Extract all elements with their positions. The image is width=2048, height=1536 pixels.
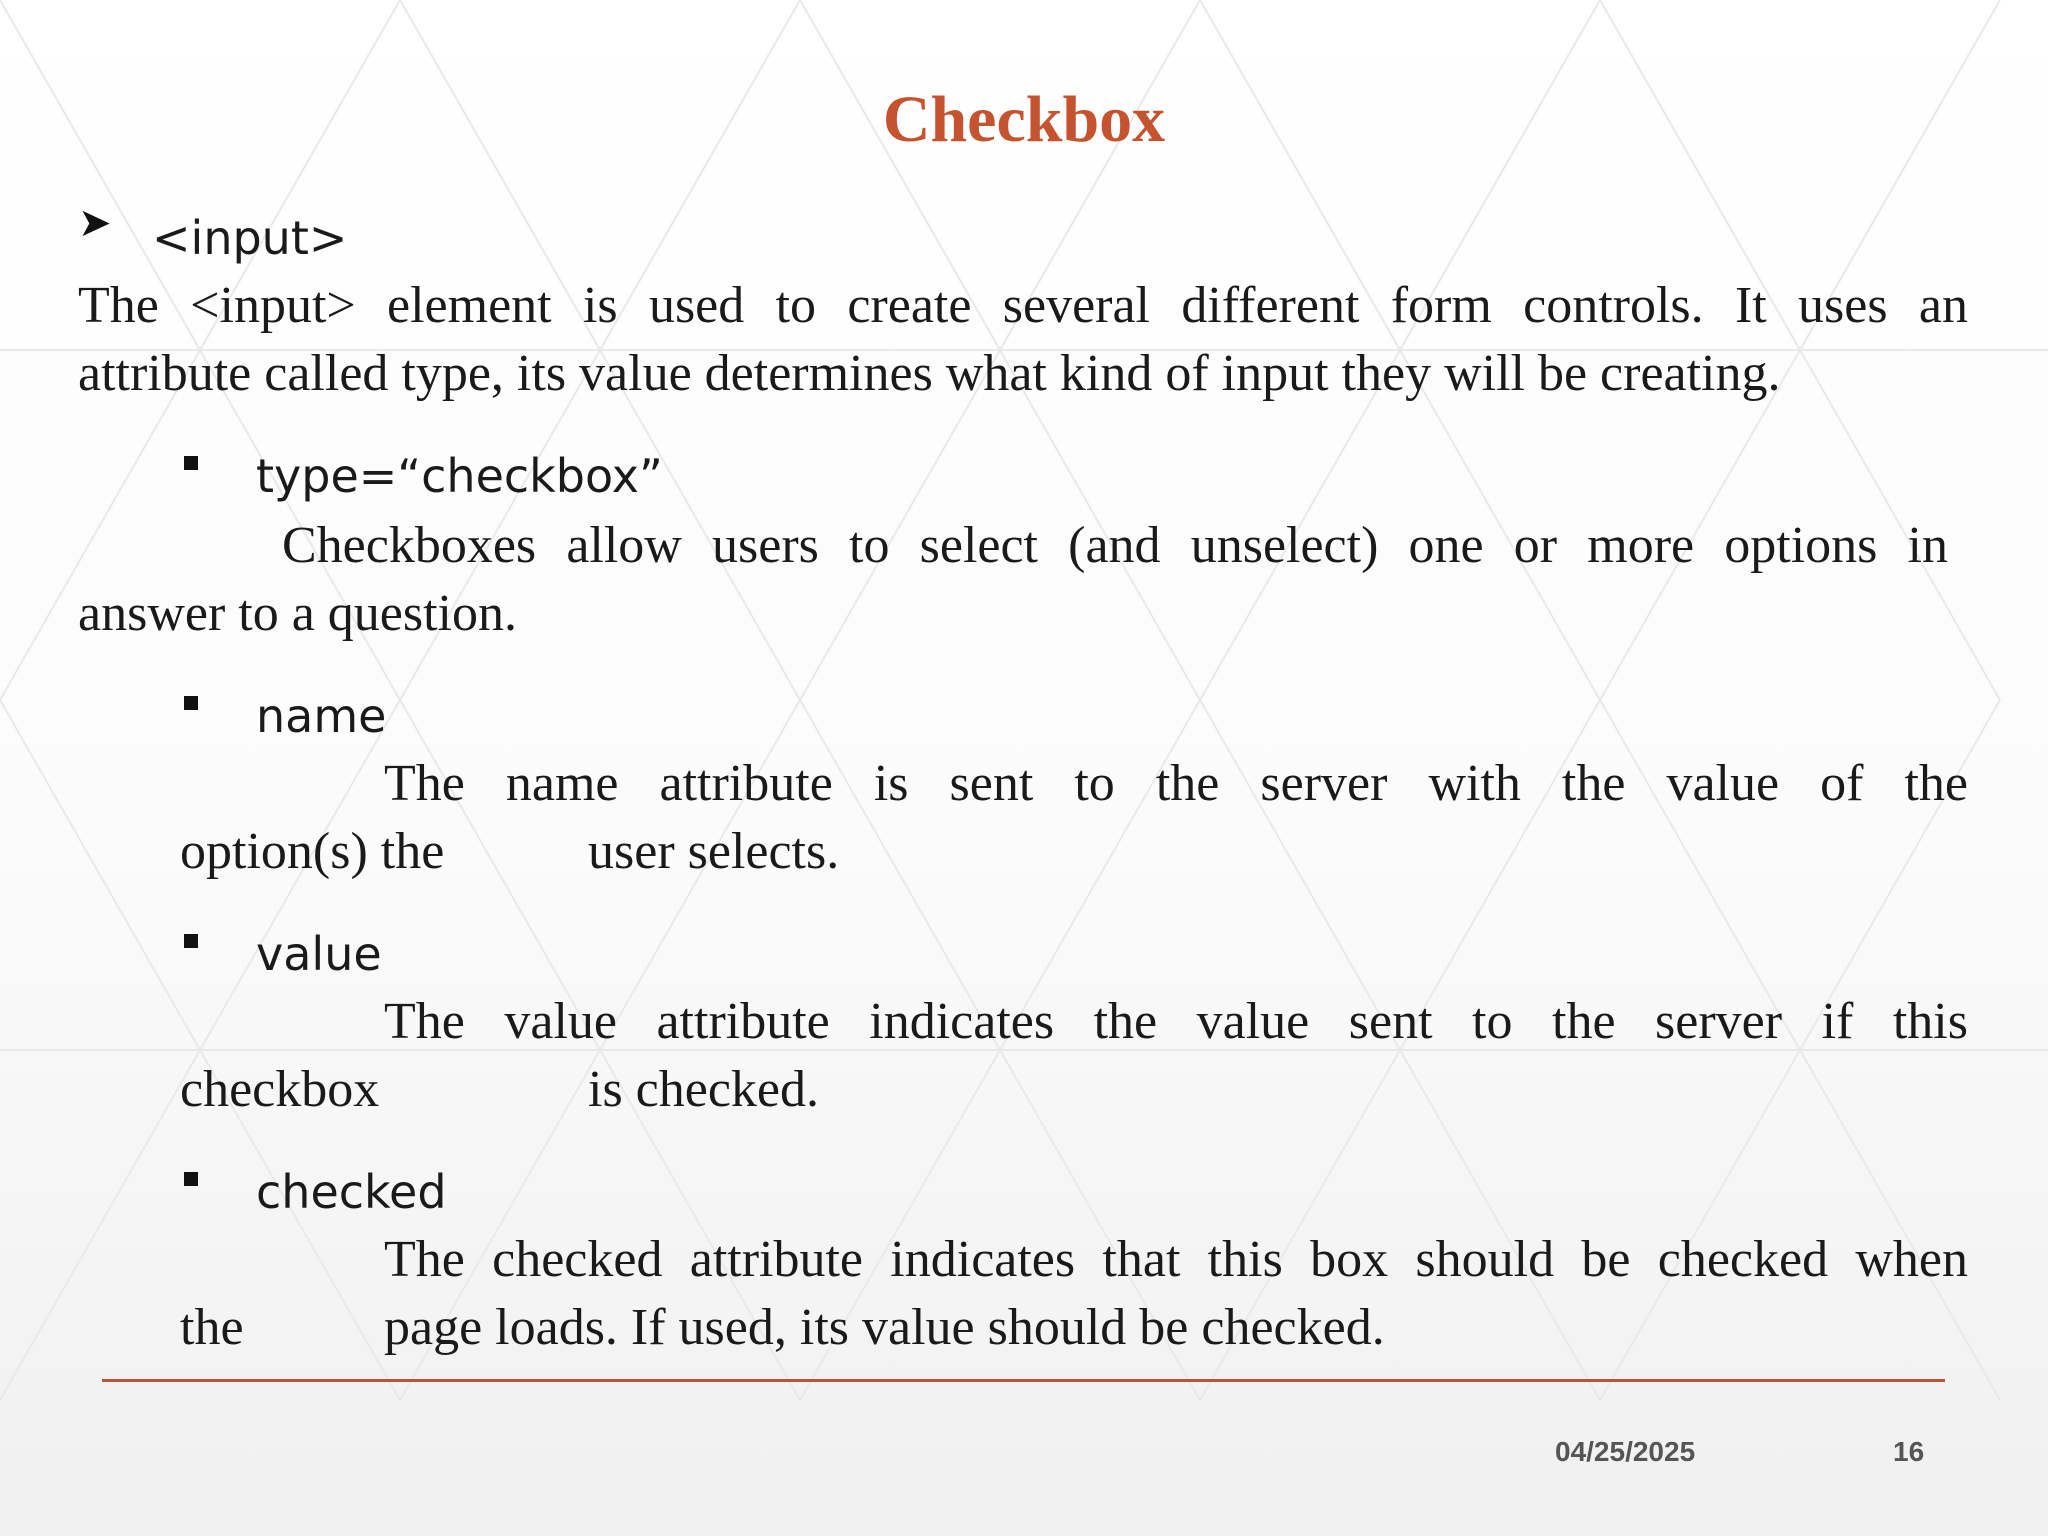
name-desc-line-1: The name attribute is sent to the server with the value of the xyxy=(384,755,1968,812)
value-desc-line-1: The value attribute indicates the value sent to the server if this xyxy=(384,993,1968,1050)
slide-title: Checkbox xyxy=(882,83,1166,156)
value-desc-line-2b: is checked. xyxy=(588,1061,820,1118)
square-bullet-icon xyxy=(184,696,198,710)
checked-desc-line-2a: the xyxy=(180,1299,244,1356)
square-bullet-icon xyxy=(184,1172,198,1186)
square-bullet-icon xyxy=(184,456,198,470)
slide-number: 16 xyxy=(1893,1436,1925,1467)
footer-divider xyxy=(102,1379,1945,1382)
value-desc-line-2a: checkbox xyxy=(180,1061,380,1118)
value-label: value xyxy=(256,927,382,981)
name-desc-line-2a: option(s) the xyxy=(180,823,445,880)
checked-desc-line-1: The checked attribute indicates that this box should be checked when xyxy=(384,1231,1968,1288)
type-desc-line-1: Checkboxes allow users to select (and unselect) one or more options in xyxy=(282,517,1948,574)
checked-desc-line-2b: page loads. If used, its value should be checked. xyxy=(384,1299,1385,1356)
intro-line-2: attribute called type, its value determines what kind of input they will be creating. xyxy=(78,345,1781,402)
name-desc-line-2b: user selects. xyxy=(588,823,840,880)
slide-date: 04/25/2025 xyxy=(1555,1436,1696,1467)
intro-line-1: The <input> element is used to create several different form controls. It uses an xyxy=(78,277,1968,334)
checked-label: checked xyxy=(256,1165,447,1219)
input-heading: <input> xyxy=(152,211,348,265)
name-label: name xyxy=(256,689,387,743)
type-label: type=“checkbox” xyxy=(256,449,663,503)
arrow-bullet-icon: ➤ xyxy=(78,200,112,246)
type-desc-line-2: answer to a question. xyxy=(78,585,518,642)
square-bullet-icon xyxy=(184,934,198,948)
